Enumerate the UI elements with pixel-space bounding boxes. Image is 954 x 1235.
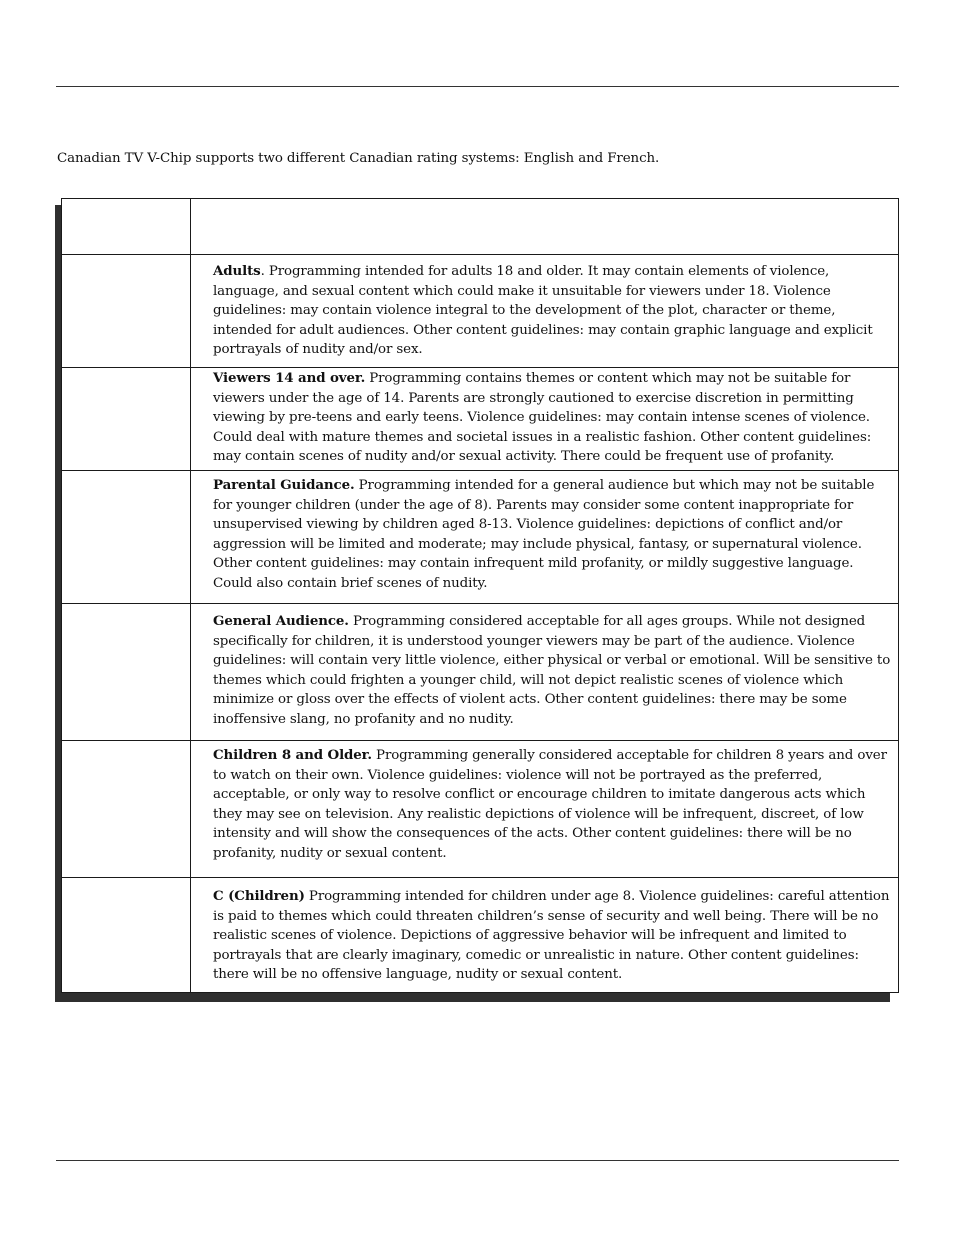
table-row — [62, 254, 898, 367]
rating-cell — [62, 604, 190, 740]
table-row — [62, 470, 898, 603]
rating-description: Programming generally considered acceptable for children 8 years and over to watch on their own. Violence guidelines: violence will not be portrayed as the preferred, acceptable, or only way to resolve conflict or encourage children to imitate dangerous acts which they may see on television. Any realistic depictions of violence will be infrequent, discreet, of low intensity and will show the consequences of the acts. Other content guidelines: there will be no profanity, nudity or sexual content. — [213, 748, 887, 861]
rating-description: Programming intended for a general audience but which may not be suitable for younger children (under the age of 8). Parents may consider some content inappropriate for unsupervised viewing by children aged 8-13. Violence guidelines: depictions of conflict and/or aggression will be limited and moderate; may include physical, fantasy, or supernatural violence. Other content guidelines: may contain infrequent mild profanity, or mildly suggestive language. Could also contain brief scenes of nudity. — [213, 478, 875, 591]
rating-title: Parental Guidance. — [213, 477, 355, 493]
description-cell — [213, 612, 892, 729]
rating-title: General Audience. — [213, 613, 349, 629]
footer-rule — [56, 1160, 899, 1161]
intro-paragraph: Canadian TV V-Chip supports two different Canadian rating systems: English and French. — [57, 151, 660, 166]
rating-cell — [62, 255, 190, 367]
rating-title: Viewers 14 and over. — [213, 370, 366, 386]
description-cell — [213, 746, 892, 863]
description-cell — [213, 369, 892, 467]
rating-cell — [62, 741, 190, 877]
rating-title: Children 8 and Older. — [213, 747, 372, 763]
description-cell — [213, 476, 892, 593]
rating-cell — [62, 368, 190, 470]
rating-description: Programming considered acceptable for all ages groups. While not designed specifically for children, it is understood younger viewers may be part of the audience. Violence guidelines: will contain very little violence, either physical or verbal or emotional. Will be sensitive to themes which could frighten a younger child, will not depict realistic scenes of violence which minimize or gloss over the effects of violent acts. Other content guidelines: there may be some inoffensive slang, no profanity and no nudity. — [213, 614, 891, 727]
rating-description: Programming contains themes or content which may not be suitable for viewers under the age of 14. Parents are strongly cautioned to exercise discretion in permitting viewing by pre-teens and early teens. Violence guidelines: may contain intense scenes of violence. Could deal with mature themes and societal issues in a realistic fashion. Other content guidelines: may contain scenes of nudity and/or sexual activity. There could be frequent use of profanity. — [213, 371, 872, 464]
rating-cell — [62, 878, 190, 994]
ratings-table — [61, 198, 899, 993]
table-row — [62, 367, 898, 470]
table-header-row — [62, 199, 898, 254]
table-row — [62, 603, 898, 740]
description-cell — [213, 887, 892, 985]
header-rating-cell — [62, 199, 190, 254]
rating-title: C (Children) — [213, 888, 305, 904]
description-cell — [213, 262, 892, 360]
rating-title: Adults — [213, 263, 261, 279]
rating-description: . Programming intended for adults 18 and older. It may contain elements of violence, language, and sexual content which could make it unsuitable for viewers under 18. Violence guidelines: may contain violence integral to the development of the plot, character or theme, intended for adult audiences. Other content guidelines: may contain graphic language and explicit portrayals of nudity and/or sex. — [213, 264, 873, 357]
table-row — [62, 740, 898, 877]
rating-description: Programming intended for children under age 8. Violence guidelines: careful attention is paid to themes which could threaten children’s sense of security and well being. There will be no realistic scenes of violence. Depictions of aggressive behavior will be infrequent and limited to portrayals that are clearly imaginary, comedic or unrealistic in nature. Other content guidelines: there will be no offensive language, nudity or sexual content. — [213, 889, 890, 982]
table-row — [62, 877, 898, 994]
header-rule — [56, 86, 899, 87]
rating-cell — [62, 471, 190, 603]
